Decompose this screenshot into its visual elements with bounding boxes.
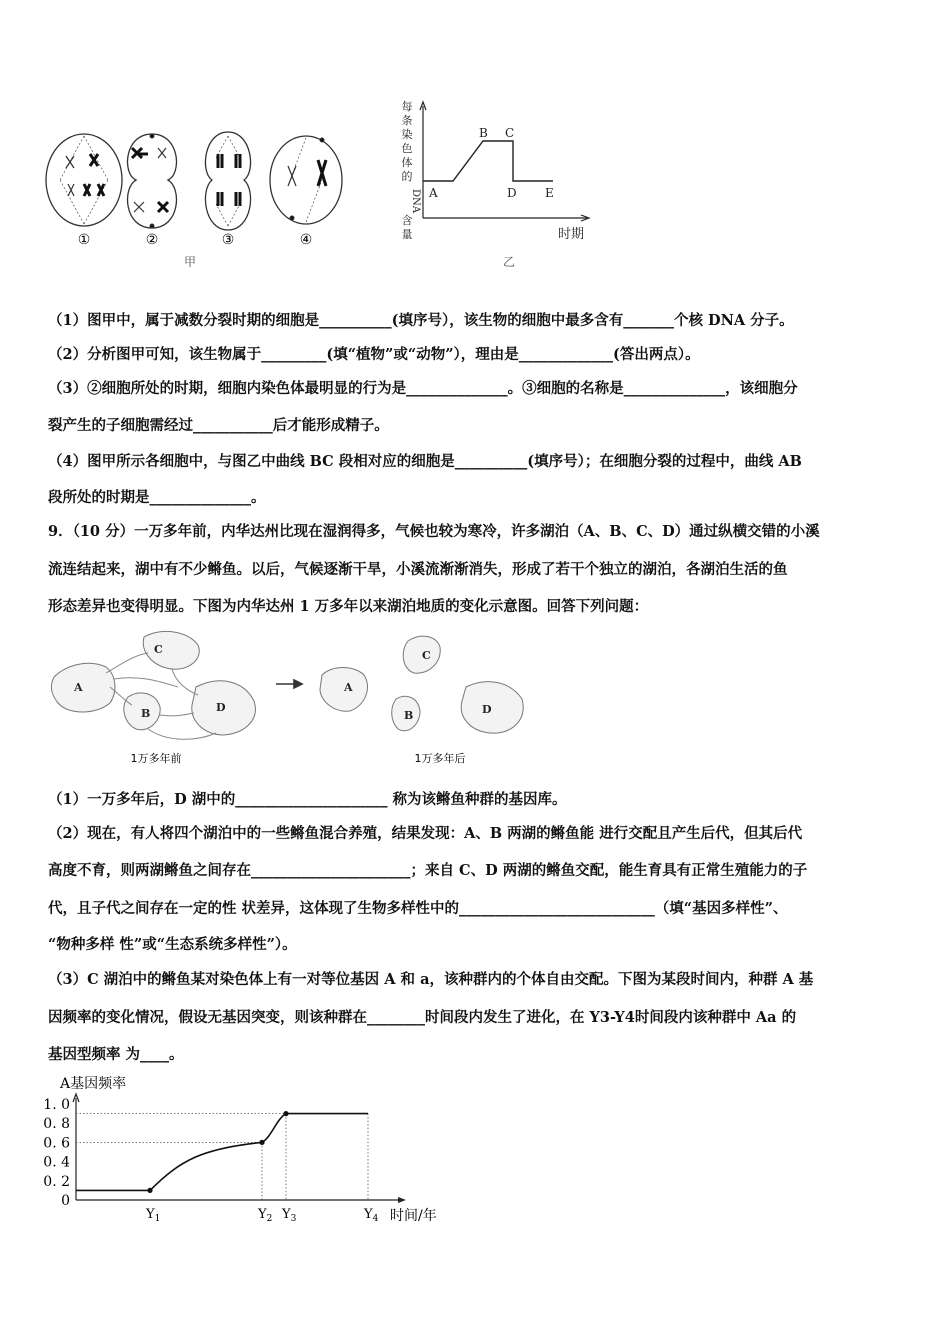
chart-x-tick-label: $Y_4$ (364, 1207, 379, 1224)
cell-1 (46, 134, 122, 226)
yi-x-label: 时期 (558, 227, 585, 242)
cell-3 (205, 132, 250, 230)
svg-text:条: 条 (401, 114, 413, 127)
lakes-figure (48, 625, 548, 770)
lake-c-label-after: C (422, 649, 431, 662)
chart-y-tick-label: 0. 2 (43, 1173, 70, 1190)
svg-text:染: 染 (401, 128, 413, 141)
chart-y-tick-label: 0. 4 (43, 1154, 70, 1171)
lake-c-label-before: C (154, 643, 163, 656)
q9-part3-line3: 基因型频率 为____。 (48, 1046, 184, 1063)
q9-intro-line1: 9．（10 分）一万多年前，内华达州比现在湿润得多，气候也较为寒冷，许多湖泊（A、B、C、D）通过纵横交错的小溪 (48, 523, 820, 540)
chart-data-point (147, 1188, 152, 1193)
q8-part1: （1）图甲中，属于减数分裂时期的细胞是__________(填序号），该生物的细胞中最多含有_______个核 DNA 分子。 (48, 312, 794, 329)
q9-part3-line2: 因频率的变化情况，假设无基因突变，则该种群在________时间段内发生了进化，在 Y3-Y4时间段内该种群中 Aa 的 (48, 1009, 797, 1026)
q8-part4-line1: （4）图甲所示各细胞中，与图乙中曲线 BC 段相对应的细胞是__________(填序号）；在细胞分裂的过程中，曲线 AB (48, 453, 802, 470)
chart-y-tick-label: 0. 8 (43, 1116, 70, 1133)
cell-4 (270, 136, 342, 224)
q9-intro-line3: 形态差异也变得明显。下图为内华达州 1 万多年以来湖泊地质的变化示意图。回答下列问题： (48, 598, 649, 615)
svg-text:DNA: DNA (410, 189, 421, 213)
svg-text:的: 的 (401, 170, 413, 183)
yi-point-a: A (429, 186, 438, 200)
svg-text:每: 每 (401, 100, 413, 113)
chart-x-tick-label: $Y_2$ (258, 1207, 273, 1224)
caption-before: 1万多年前 (130, 752, 182, 765)
q8-part2: （2）分析图甲可知，该生物属于_________(填“植物”或“动物”），理由是_____________(答出两点）。 (48, 346, 700, 363)
q8-part3-line2: 裂产生的子细胞需经过___________后才能形成精子。 (48, 417, 389, 434)
svg-text:含: 含 (401, 214, 413, 227)
change-arrow (276, 680, 302, 688)
lake-d-after (461, 682, 523, 734)
chart-data-point (259, 1140, 264, 1145)
gene-frequency-chart (40, 1070, 470, 1230)
yi-point-b: B (479, 126, 488, 140)
cell-label-2: ② (145, 232, 159, 248)
chart-y-tick-label: 1. 0 (43, 1097, 70, 1113)
caption-yi: 乙 (503, 255, 516, 268)
lake-d-label-before: D (216, 701, 226, 714)
lake-b-label-after: B (404, 709, 414, 722)
lake-d-label-after: D (482, 703, 492, 716)
chart-x-tick-label: $Y_1$ (146, 1207, 161, 1224)
caption-after: 1万多年后 (414, 752, 466, 765)
lake-a-label-before: A (74, 681, 83, 694)
q9-part2-line3: 代，且子代之间存在一定的性 状差异，这体现了生物多样性中的___________________________（填“基因多样性”、 (48, 900, 788, 917)
figure-yi (395, 98, 605, 268)
chart-y-label: A基因频率 (60, 1076, 127, 1092)
figure-jia (40, 118, 360, 268)
svg-text:色: 色 (401, 142, 413, 155)
yi-y-label (402, 99, 422, 241)
chart-data-point (283, 1111, 288, 1116)
chart-x-tick-label: $Y_3$ (282, 1207, 297, 1224)
q9-part1: （1）一万多年后，D 湖中的_____________________ 称为该鳉鱼种群的基因库。 (48, 791, 567, 808)
cell-label-3: ③ (221, 232, 235, 248)
yi-point-e: E (545, 186, 554, 200)
svg-text:量: 量 (401, 228, 413, 241)
chart-y-tick-label: 0 (61, 1193, 70, 1209)
lake-a-before (51, 663, 115, 712)
cell-2 (128, 134, 177, 228)
yi-point-c: C (505, 126, 515, 140)
cell-label-4: ④ (299, 232, 313, 248)
chart-series-line (76, 1114, 368, 1191)
chart-x-arrow (398, 1197, 406, 1203)
q9-part2-line2: 高度不育，则两湖鳉鱼之间存在______________________；来自 C、D 两湖的鳉鱼交配，能生育具有正常生殖能力的子 (48, 862, 808, 879)
q9-intro-line2: 流连结起来，湖中有不少鳉鱼。以后，气候逐渐干旱，小溪流渐渐消失，形成了若干个独立的湖泊，各湖泊生活的鱼 (48, 561, 788, 578)
yi-curve (423, 141, 553, 181)
lake-a-label-after: A (344, 681, 353, 694)
q8-part4-line2: 段所处的时期是______________。 (48, 489, 266, 506)
cell-label-1: ① (77, 232, 91, 248)
q9-part3-line1: （3）C 湖泊中的鳉鱼某对染色体上有一对等位基因 A 和 a，该种群内的个体自由交配。下图为某段时间内，种群 A 基 (48, 971, 814, 988)
caption-jia: 甲 (183, 255, 197, 268)
lake-b-label-before: B (141, 707, 151, 720)
chart-y-tick-label: 0. 6 (43, 1135, 70, 1152)
q9-part2-line1: （2）现在，有人将四个湖泊中的一些鳉鱼混合养殖，结果发现：A、B 两湖的鳉鱼能 进行交配且产生后代，但其后代 (48, 825, 803, 842)
chart-x-label: 时间/年 (390, 1208, 437, 1224)
svg-text:体: 体 (401, 156, 413, 169)
yi-point-d: D (507, 186, 517, 200)
q8-part3-line1: （3）②细胞所处的时期，细胞内染色体最明显的行为是______________。③细胞的名称是______________，该细胞分 (48, 380, 798, 397)
q9-part2-line4: “物种多样 性”或“生态系统多样性”）。 (48, 936, 297, 953)
lake-c-before (143, 631, 199, 669)
